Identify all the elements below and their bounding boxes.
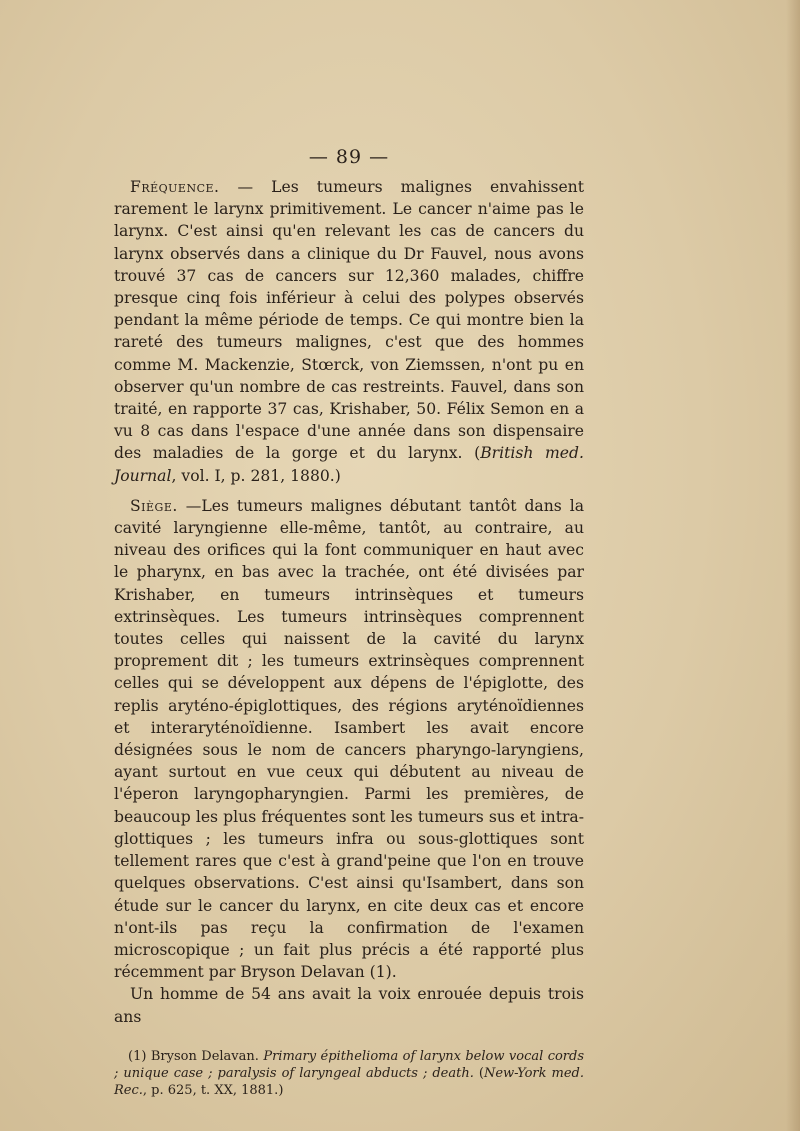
footnote-title: Primary épithelioma of larynx below vocal cords ; unique case ; paralysis of laryngeal abducts ; death. xyxy=(114,1048,585,1081)
footnote-source: New-York med. Rec. xyxy=(114,1065,584,1098)
paragraph-siege xyxy=(114,495,584,983)
footnote xyxy=(114,1042,584,1099)
footnote-1 xyxy=(114,1048,584,1099)
paragraph-frequence-text: — Les tumeurs malignes envahissent rarement le larynx primitivement. Le cancer n'aime pas le larynx. C'est ainsi qu'en relevant les cas de cancers du larynx observés dans a clinique du Dr Fauvel, nous avons trouvé 37 cas de cancers sur 12,360 malades, chiffre presque cinq fois inférieur à celui des polypes observés pendant la même période de temps. Ce qui montre bien la rareté des tumeurs malignes, c'est que des hommes comme M. Mackenzie, Stœrck, von Ziemssen, n'ont pu en observer qu'un nombre de cas restreints. Fauvel, dans son traité, en rapporte 37 cas, Krishaber, 50. Félix Semon en a vu 8 cas dans l'espace d'une année dans son dispensaire des maladies de la gorge et du larynx. ( xyxy=(114,178,584,463)
section-heading-frequence: Fréquence. xyxy=(130,178,220,196)
footnote-source-tail: , p. 625, t. XX, 1881.) xyxy=(142,1082,284,1098)
footnote-lead: (1) Bryson Delavan. xyxy=(128,1048,264,1064)
section-heading-siege: Siège. xyxy=(130,496,178,515)
page-edge-shadow xyxy=(786,0,800,1131)
journal-reference: British med. Journal xyxy=(114,444,584,485)
paragraph-case: Un homme de 54 ans avait la voix enrouée depuis trois ans xyxy=(114,985,584,1026)
paragraph-frequence xyxy=(114,176,584,487)
page-content xyxy=(114,146,584,1099)
footnote-source-open: ( xyxy=(473,1065,484,1081)
paragraph-frequence-tail: , vol. I, p. 281, 1880.) xyxy=(171,466,341,485)
paragraph-siege-text: —Les tumeurs malignes débutant tantôt dans la cavité laryngienne elle-même, tantôt, au contraire, au niveau des orifices qui la font communiquer en haut avec le pharynx, en bas avec la trachée, ont été divisées par Krishaber, en tumeurs intrinsèques et tumeurs extrinsèques. Les tumeurs intrinsèques comprennent toutes celles qui naissent de la cavité du larynx proprement dit ; les tumeurs extrinsèques comprennent celles qui se développent aux dépens de l'épiglotte, des replis aryténo-épiglottiques, des régions aryténoïdiennes et interaryténoïdienne. Isambert les avait encore désignées sous le nom de cancers pharyngo-laryngiens, ayant surtout en vue ceux qui débutent au niveau de l'éperon laryngopharyngien. Parmi les premières, de beaucoup les plus fréquentes sont les tumeurs sus et intra-glottiques ; les tumeurs infra ou sous-glottiques sont tellement rares que c'est à grand'peine que l'on en trouve quelques observations. C'est ainsi qu'Isambert, dans son étude sur le cancer du larynx, en cite deux cas et encore n'ont-ils pas reçu la confirmation de l'examen microscopique ; un fait plus précis a été rapporté plus récemment par Bryson Delavan (1). xyxy=(114,496,584,982)
page-number: — 89 — xyxy=(308,146,390,168)
